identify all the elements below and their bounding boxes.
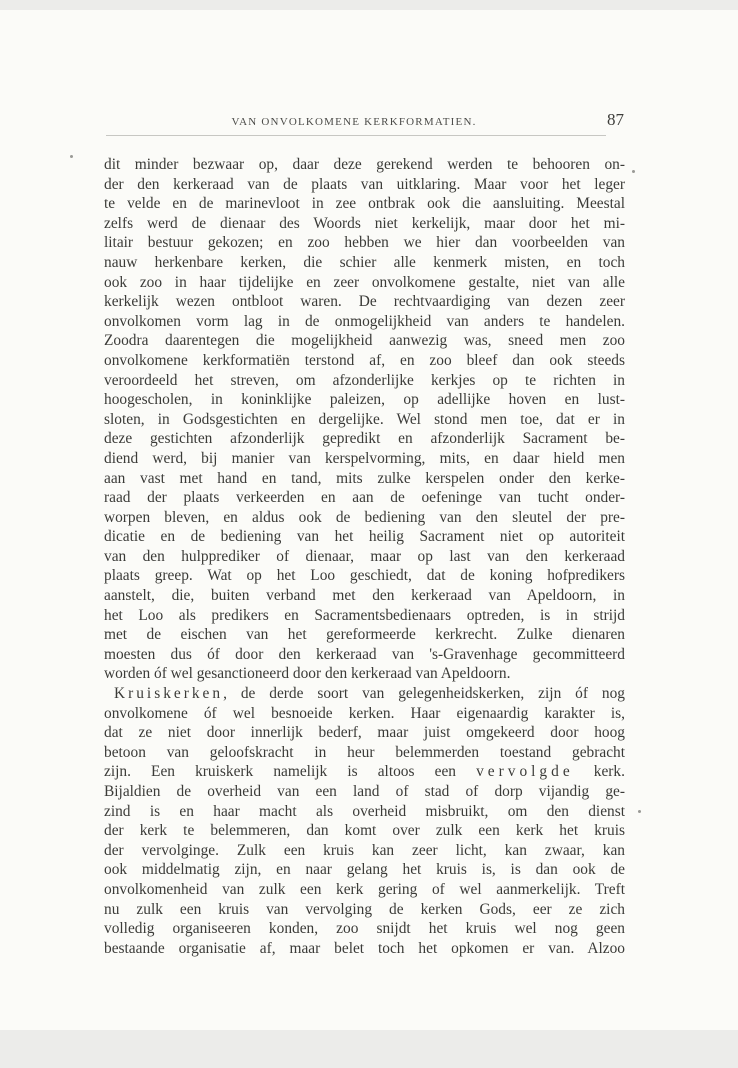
- text-line: deze gestichten afzonderlijk gepredikt en afzonderlijk Sacrament be-: [104, 430, 625, 448]
- text-line: volledig organiseeren konden, zoo snijdt het kruis wel nog geen: [104, 920, 625, 938]
- text-line: onvolkomen vorm lag in de onmogelijkheid van anders te handelen.: [104, 312, 625, 330]
- header-rule: [106, 135, 606, 136]
- page-speck: [632, 170, 635, 173]
- text-line: [104, 684, 625, 704]
- text-line: veroordeeld het streven, om afzonderlijke kerkjes op te richten in: [104, 371, 625, 389]
- text-line: aan vast met hand en tand, mits zulke kerspelen onder den kerke-: [104, 469, 625, 487]
- text-line: dicatie en de bediening van het heilig Sacrament niet op autoriteit: [104, 528, 625, 546]
- page-number: 87: [607, 110, 624, 129]
- book-page: [0, 10, 738, 1030]
- text-line: dat ze niet door innerlijk bederf, maar juist omgekeerd door hoog: [104, 724, 625, 742]
- page-speck: [638, 810, 641, 813]
- page-header: [100, 108, 628, 138]
- text-line: der den kerkeraad van de plaats van uitklaring. Maar voor het leger: [104, 175, 625, 193]
- text-line: zelfs werd de dienaar des Woords niet kerkelijk, maar door het mi-: [104, 214, 625, 232]
- text-line: onvolkomene kerkformatiën terstond af, en zoo bleef dan ook steeds: [104, 351, 625, 369]
- paragraph-2: [104, 684, 625, 958]
- text-line: van den hulpprediker of dienaar, maar op last van den kerkeraad: [104, 547, 625, 565]
- text-line: kerkelijk wezen ontbloot waren. De rechtvaardiging van dezen zeer: [104, 293, 625, 311]
- text-line: aanstelt, die, buiten verband met den kerkeraad van Apeldoorn, in: [104, 587, 625, 605]
- text-line: ook middelmatig zijn, en naar gelang het kruis is, is dan ook de: [104, 861, 625, 879]
- page-speck: [70, 155, 73, 158]
- text-line: nu zulk een kruis van vervolging de kerken Gods, eer ze zich: [104, 900, 625, 918]
- text-line: [104, 762, 625, 782]
- text-span: zijn. Een kruiskerk namelijk is altoos een: [104, 763, 456, 781]
- text-line: Zoodra daarentegen die mogelijkheid aanwezig was, sneed men zoo: [104, 332, 625, 350]
- text-line: raad der plaats verkeerden en aan de oefeninge van tucht onder-: [104, 489, 625, 507]
- text-line: plaats greep. Wat op het Loo geschiedt, dat de koning hofpredikers: [104, 567, 625, 585]
- text-line: het Loo als predikers en Sacramentsbedienaars optreden, is in strijd: [104, 606, 625, 624]
- text-line: worden óf wel gesanctioneerd door den kerkeraad van Apeldoorn.: [104, 665, 511, 683]
- text-line: nauw herkenbare kerken, die schier alle kenmerk misten, en toch: [104, 253, 625, 271]
- text-line: litair bestuur gekozen; en zoo hebben we hier dan voorbeelden van: [104, 234, 625, 252]
- text-line: te velde en de marinevloot in zee ontbrak ook die aansluiting. Meestal: [104, 195, 625, 213]
- text-line: moesten dus óf door den kerkeraad van 's-Gravenhage gecommitteerd: [104, 645, 625, 663]
- text-line: bestaande organisatie af, maar belet toch het opkomen er van. Alzoo: [104, 939, 625, 957]
- text-line: hoogescholen, in koninklijke paleizen, op adellijke hoven en lust-: [104, 391, 625, 409]
- text-line: ook zoo in haar tijdelijke en zeer onvolkomene gestalte, niet van alle: [104, 273, 625, 291]
- text-line: zind is en haar macht als overheid misbruikt, om den dienst: [104, 802, 625, 820]
- text-line: dit minder bezwaar op, daar deze gerekend werden te behooren on-: [104, 156, 625, 173]
- text-line: der vervolginge. Zulk een kruis kan zeer licht, kan zwaar, kan: [104, 841, 625, 859]
- spaced-term: Kruiskerken: [114, 685, 224, 703]
- text-line: der kerk te belemmeren, dan komt over zulk een kerk het kruis: [104, 822, 625, 840]
- text-line: sloten, in Godsgestichten en dergelijke. Wel stond men toe, dat er in: [104, 410, 625, 428]
- paragraph-1: [104, 155, 625, 684]
- running-title: VAN ONVOLKOMENE KERKFORMATIEN.: [231, 116, 477, 128]
- text-line: onvolkomene óf wel besnoeide kerken. Haar eigenaardig karakter is,: [104, 704, 625, 722]
- text-line: diend werd, bij manier van kerspelvorming, mits, en daar hield men: [104, 449, 625, 467]
- text-line: betoon van geloofskracht in heur belemmerden toestand gebracht: [104, 743, 625, 761]
- text-line: worpen bleven, en aldus ook de bediening van den sleutel der pre-: [104, 508, 625, 526]
- text-span: , de derde soort van gelegenheidskerken, zijn óf nog: [223, 685, 625, 703]
- text-line: onvolkomenheid van zulk een kerk gering of wel aanmerkelijk. Treft: [104, 880, 625, 898]
- text-span: kerk.: [593, 763, 625, 781]
- text-line: Bijaldien de overheid van een land of stad of dorp vijandig ge-: [104, 783, 625, 800]
- spaced-term: vervolgde: [476, 763, 574, 781]
- text-line: met de eischen van het gereformeerde kerkrecht. Zulke dienaren: [104, 626, 625, 644]
- body-text: [104, 155, 625, 958]
